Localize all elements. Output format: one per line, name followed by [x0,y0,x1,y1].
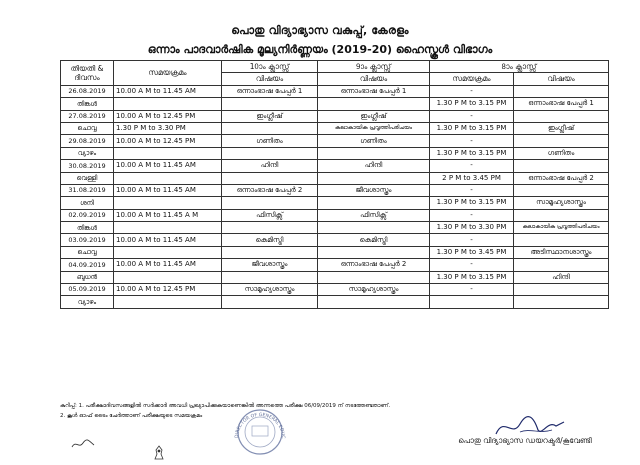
class10-subject: സാമൂഹ്യശാസ്ത്രം [222,284,318,296]
class10-subject: ഒന്നാംഭാഷ പേപ്പർ 2 [222,184,318,196]
header-date-day: തിയതി & ദിവസം [61,61,114,86]
exam-day: വെള്ളി [61,172,114,184]
class8-time: 1.30 P M to 3.15 PM [430,197,514,209]
table-row [61,110,609,122]
class10-subject [222,197,318,209]
exam-date: 27.08.2019 [61,110,114,122]
class9-subject [318,147,430,159]
class9-subject: ജീവശാസ്ത്രം [318,184,430,196]
header-subject-10: വിഷയം [222,73,318,85]
exam-time [114,98,222,110]
class9-subject: സാമൂഹ്യശാസ്ത്രം [318,284,430,296]
exam-day: ശനി [61,197,114,209]
header-subject-9: വിഷയം [318,73,430,85]
class10-subject: ഫിസിക്സ് [222,209,318,221]
exam-time: 10.00 A M to 11.45 AM [114,259,222,271]
svg-text:DIRECTOR OF GENERAL EDUCATION [228,404,286,439]
department-title: പൊതു വിദ്യാഭ്യാസ വകുപ്പ്, കേരളം [231,24,409,37]
header-class8: 8ാം ക്ലാസ്സ് [430,61,609,73]
exam-day: തിങ്കൾ [61,98,114,110]
exam-date: 30.08.2019 [61,160,114,172]
exam-date: 03.09.2019 [61,234,114,246]
class9-subject [318,296,430,308]
header-subject-8: വിഷയം [514,73,609,85]
exam-time: 10.00 A M to 11.45 AM [114,234,222,246]
class9-subject [318,222,430,234]
exam-time: 1.30 P M to 3.30 PM [114,122,222,134]
seal-text: DIRECTOR OF GENERAL EDUC [234,412,286,439]
exam-title: ഒന്നാം പാദവാർഷിക മൂല്യനിർണ്ണയം (2019-20) ഹൈസ്കൂൾ വിഭാഗം [147,43,493,56]
class8-time: - [430,135,514,147]
class8-subject [514,85,609,97]
exam-date: 02.09.2019 [61,209,114,221]
class8-subject [514,110,609,122]
exam-day: ബുധൻ [61,271,114,283]
exam-date: 26.08.2019 [61,85,114,97]
class8-subject: ഒന്നാംഭാഷ പേപ്പർ 2 [514,172,609,184]
class8-time: - [430,85,514,97]
exam-time [114,197,222,209]
class9-subject [318,197,430,209]
class8-subject: ഗണിതം [514,147,609,159]
class9-subject [318,172,430,184]
class9-subject: കലാകായിക പ്രവൃത്തിപരിചയം [318,122,430,134]
table-row [61,209,609,221]
class9-subject: കെമിസ്ട്രി [318,234,430,246]
class8-subject [514,209,609,221]
class10-subject: ജീവശാസ്ത്രം [222,259,318,271]
table-row [61,147,609,159]
exam-date: 29.08.2019 [61,135,114,147]
class10-subject [222,296,318,308]
class10-subject: ഹിന്ദി [222,160,318,172]
class8-time: 1.30 P M to 3.15 PM [430,98,514,110]
exam-time: 10.00 A M to 11.45 A M [114,209,222,221]
class8-subject: ഒന്നാംഭാഷ പേപ്പർ 1 [514,98,609,110]
class8-time: - [430,284,514,296]
class8-subject: കലാകായിക പ്രവൃത്തിപരിചയം [514,222,609,234]
class10-subject [222,98,318,110]
table-row [61,284,609,296]
header-time: സമയക്രമം [114,61,222,86]
signature-designation: പൊതു വിദ്യാഭ്യാസ ഡയറക്ടർ/കൂവേണ്ടി [458,436,592,445]
header-class9: 9ാം ക്ലാസ്സ് [318,61,430,73]
exam-date: 05.09.2019 [61,284,114,296]
class10-subject: കെമിസ്ട്രി [222,234,318,246]
note-1: കുറിപ്പ്: 1. പരീക്ഷാദിവസങ്ങളിൽ സർക്കാർ അവധി പ്രഖ്യാപിക്കുകയാണെങ്കിൽ അന്നത്തെ പരീക്ഷ 06/09/2019 ന് നടത്തേണ്ടതാണ്. [60,403,391,409]
class9-subject [318,98,430,110]
class8-subject: സാമൂഹ്യശാസ്ത്രം [514,197,609,209]
class8-time: 1.30 P M to 3.15 PM [430,122,514,134]
class9-subject: ഫിസിക്സ് [318,209,430,221]
header-class10: 10ാം ക്ലാസ്സ് [222,61,318,73]
class9-subject: ഇംഗ്ലീഷ് [318,110,430,122]
exam-day: ചൊവ്വ [61,246,114,258]
exam-time: 10.00 A M to 11.45 AM [114,85,222,97]
table-row [61,98,609,110]
class9-subject: ഗണിതം [318,135,430,147]
timetable [60,60,609,309]
class8-time: 1.30 P M to 3.45 PM [430,246,514,258]
class9-subject: ഹിന്ദി [318,160,430,172]
exam-day: ചൊവ്വ [61,122,114,134]
class8-time: - [430,184,514,196]
note-2: 2. കൂൾ ഓഫ് ടൈം ചേർത്താണ് പരീക്ഷയുടെ സമയക്രമം [60,412,203,419]
exam-day: വ്യാഴം [61,296,114,308]
class8-time: 2 P M to 3.45 PM [430,172,514,184]
class8-time: - [430,209,514,221]
exam-day: വ്യാഴം [61,147,114,159]
class8-time: - [430,110,514,122]
exam-time: 10.00 A M to 11.45 AM [114,160,222,172]
emblem-icon [152,445,166,461]
table-row [61,234,609,246]
class8-time: - [430,160,514,172]
exam-time: 10.00 A M to 12.45 PM [114,135,222,147]
class10-subject [222,246,318,258]
class9-subject [318,246,430,258]
exam-time [114,147,222,159]
exam-time: 10.00 A M to 11.45 AM [114,184,222,196]
table-row [61,246,609,258]
exam-time [114,172,222,184]
class9-subject [318,271,430,283]
table-row [61,172,609,184]
class8-time: - [430,234,514,246]
table-row [61,259,609,271]
exam-day: തിങ്കൾ [61,222,114,234]
exam-time [114,271,222,283]
class8-time: - [430,259,514,271]
class9-subject: ഒന്നാംഭാഷ പേപ്പർ 2 [318,259,430,271]
class10-subject [222,271,318,283]
class8-subject [514,184,609,196]
class10-subject: ഒന്നാംഭാഷ പേപ്പർ 1 [222,85,318,97]
class8-subject [514,135,609,147]
exam-date: 31.08.2019 [61,184,114,196]
class8-subject: ഇംഗ്ലീഷ് [514,122,609,134]
class10-subject [222,147,318,159]
class9-subject: ഒന്നാംഭാഷ പേപ്പർ 1 [318,85,430,97]
initial-signature [70,438,96,450]
table-row [61,271,609,283]
exam-time: 10.00 A M to 12.45 PM [114,110,222,122]
class8-subject [514,284,609,296]
class8-subject [514,160,609,172]
class8-time [430,296,514,308]
class8-time: 1.30 P M to 3.15 PM [430,271,514,283]
class8-subject: അടിസ്ഥാനശാസ്ത്രം [514,246,609,258]
exam-date: 04.09.2019 [61,259,114,271]
table-row [61,85,609,97]
class10-subject: ഇംഗ്ലീഷ് [222,110,318,122]
class10-subject: ഗണിതം [222,135,318,147]
class8-time: 1.30 P M to 3.15 PM [430,147,514,159]
class8-subject [514,259,609,271]
table-row [61,122,609,134]
class10-subject [222,122,318,134]
table-row [61,222,609,234]
exam-time [114,246,222,258]
table-row [61,184,609,196]
exam-time [114,296,222,308]
table-row [61,296,609,308]
table-row [61,160,609,172]
table-row [61,197,609,209]
table-row [61,135,609,147]
class8-subject: ഹിന്ദി [514,271,609,283]
class8-subject [514,296,609,308]
class8-time: 1.30 P M to 3.30 PM [430,222,514,234]
exam-time [114,222,222,234]
official-seal [228,404,292,456]
class8-subject [514,234,609,246]
header-time-8: സമയക്രമം [430,73,514,85]
exam-time: 10.00 A M to 12.45 PM [114,284,222,296]
class10-subject [222,172,318,184]
class10-subject [222,222,318,234]
